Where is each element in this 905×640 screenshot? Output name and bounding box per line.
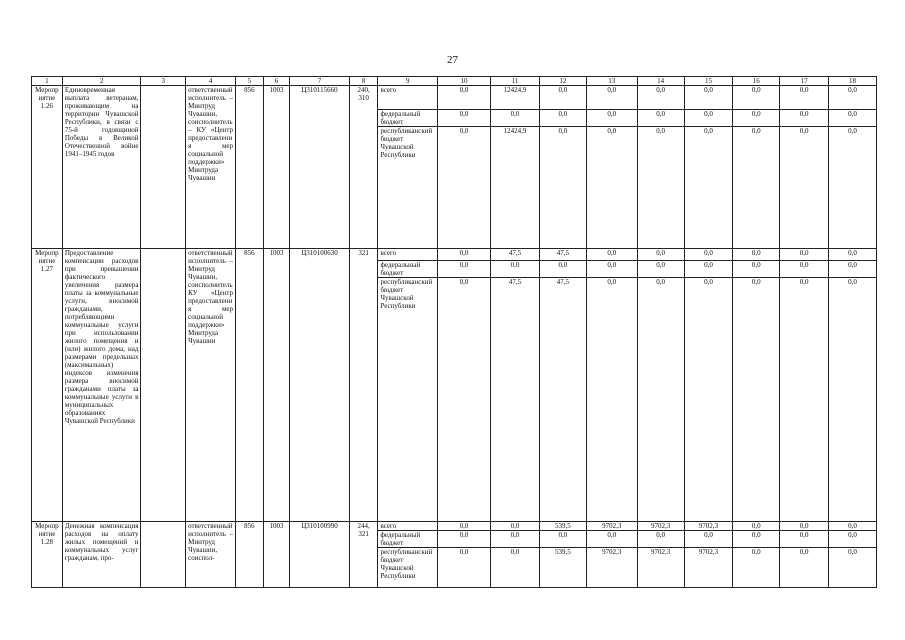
funding-value: 0,0	[733, 127, 780, 249]
col-header: 16	[733, 77, 780, 86]
funding-value: 0,0	[637, 261, 684, 278]
table-body	[32, 86, 877, 588]
funding-value: 0,0	[437, 110, 490, 127]
funding-value: 0,0	[780, 522, 829, 531]
funding-value: 0,0	[780, 278, 829, 522]
funding-value: 0,0	[733, 522, 780, 531]
funding-value: 0,0	[637, 249, 684, 261]
funding-value: 0,0	[586, 249, 637, 261]
measure-executor: ответственный исполнитель – Минтруд Чувашии, соисполнитель КУ «Центр предоставления мер социальной поддержки» Минтруда Чувашии	[186, 249, 236, 522]
funding-source: всего	[378, 249, 438, 261]
funding-value: 0,0	[684, 127, 733, 249]
funding-value: 0,0	[491, 522, 540, 531]
funding-value: 0,0	[637, 278, 684, 522]
funding-value: 0,0	[586, 278, 637, 522]
col-header: 4	[186, 77, 236, 86]
code-ministry: 856	[236, 249, 264, 522]
funding-value: 0,0	[829, 261, 877, 278]
funding-value: 47,5	[491, 249, 540, 261]
measure-program	[141, 522, 186, 588]
funding-value: 0,0	[637, 110, 684, 127]
funding-value: 0,0	[829, 531, 877, 548]
measure-name: Мероприятие 1.27	[32, 249, 63, 522]
col-header: 7	[290, 77, 350, 86]
funding-value: 0,0	[437, 522, 490, 531]
funding-value: 0,0	[491, 548, 540, 588]
funding-value: 0,0	[437, 249, 490, 261]
funding-value: 0,0	[437, 548, 490, 588]
col-header: 17	[780, 77, 829, 86]
funding-value: 0,0	[733, 278, 780, 522]
funding-value: 0,0	[780, 261, 829, 278]
measure-executor: ответственный исполнитель – Минтруд Чувашии, соисполнитель – КУ «Центр предоставления мер социальной поддержки» Минтруда Чувашии	[186, 86, 236, 249]
code-expense: 240, 310	[349, 86, 378, 249]
funding-value: 0,0	[539, 86, 586, 110]
funding-value: 0,0	[637, 127, 684, 249]
funding-value: 0,0	[829, 522, 877, 531]
funding-value: 0,0	[437, 531, 490, 548]
funding-value: 0,0	[829, 249, 877, 261]
col-header: 13	[586, 77, 637, 86]
col-header: 12	[539, 77, 586, 86]
funding-value: 0,0	[829, 127, 877, 249]
funding-value: 0,0	[491, 110, 540, 127]
col-header: 11	[491, 77, 540, 86]
funding-value: 0,0	[733, 110, 780, 127]
code-section: 1003	[263, 249, 290, 522]
funding-value: 0,0	[586, 110, 637, 127]
funding-value: 9702,3	[586, 522, 637, 531]
funding-value: 539,5	[539, 522, 586, 531]
funding-value: 0,0	[733, 86, 780, 110]
code-target: Ц310100990	[290, 522, 350, 588]
funding-value: 0,0	[780, 249, 829, 261]
funding-value: 0,0	[586, 127, 637, 249]
funding-value: 0,0	[684, 86, 733, 110]
funding-value: 0,0	[780, 127, 829, 249]
funding-value: 0,0	[491, 261, 540, 278]
funding-value: 0,0	[637, 86, 684, 110]
funding-source: всего	[378, 86, 438, 110]
funding-source: федеральный бюджет	[378, 110, 438, 127]
col-header: 2	[62, 77, 141, 86]
funding-value: 9702,3	[637, 522, 684, 531]
funding-source: республиканский бюджет Чувашской Республики	[378, 548, 438, 588]
table-row	[32, 522, 877, 531]
funding-source: республиканский бюджет Чувашской Республики	[378, 127, 438, 249]
funding-value: 0,0	[733, 531, 780, 548]
code-expense: 244, 321	[349, 522, 378, 588]
funding-value: 0,0	[733, 249, 780, 261]
measure-description: Денежная компенсация расходов на оплату жилых помещений и коммунальных услуг гражданам, про-	[62, 522, 141, 588]
funding-value: 47,5	[539, 278, 586, 522]
funding-value: 0,0	[780, 548, 829, 588]
funding-value: 12424,9	[491, 86, 540, 110]
funding-value: 12424,9	[491, 127, 540, 249]
funding-value: 0,0	[539, 261, 586, 278]
funding-value: 0,0	[637, 531, 684, 548]
funding-value: 0,0	[780, 86, 829, 110]
code-ministry: 856	[236, 86, 264, 249]
funding-source: федеральный бюджет	[378, 531, 438, 548]
funding-value: 0,0	[586, 531, 637, 548]
funding-value: 0,0	[733, 261, 780, 278]
funding-value: 0,0	[829, 86, 877, 110]
measure-name: Мероприятие 1.28	[32, 522, 63, 588]
col-header: 14	[637, 77, 684, 86]
measure-program	[141, 86, 186, 249]
funding-source: республиканский бюджет Чувашской Республики	[378, 278, 438, 522]
code-section: 1003	[263, 522, 290, 588]
code-section: 1003	[263, 86, 290, 249]
funding-value: 0,0	[829, 110, 877, 127]
code-expense: 321	[349, 249, 378, 522]
measure-name: Мероприятие 1.26	[32, 86, 63, 249]
funding-value: 0,0	[586, 261, 637, 278]
funding-value: 0,0	[829, 548, 877, 588]
funding-value: 0,0	[684, 531, 733, 548]
col-header: 8	[349, 77, 378, 86]
funding-value: 0,0	[586, 86, 637, 110]
col-header: 3	[141, 77, 186, 86]
measure-description: Предоставление компенсации расходов при превышении фактического увеличения размера платы за коммунальные услуги, вносимой гражданами, потребляющими коммунальные услуги при использовании жилого помещения и (или) жилого дома, над размерами предельных (максимальных) индексов изменения размера вносимой гражданами платы за коммунальные услуги в муниципальных образованиях Чувашской Республики	[62, 249, 141, 522]
col-header: 6	[263, 77, 290, 86]
col-header: 18	[829, 77, 877, 86]
funding-value: 0,0	[437, 127, 490, 249]
funding-value: 0,0	[684, 261, 733, 278]
funding-value: 0,0	[780, 110, 829, 127]
funding-source: федеральный бюджет	[378, 261, 438, 278]
funding-value: 0,0	[437, 261, 490, 278]
funding-value: 539,5	[539, 548, 586, 588]
code-target: Ц310115660	[290, 86, 350, 249]
col-header: 10	[437, 77, 490, 86]
funding-value: 9702,3	[684, 522, 733, 531]
funding-value: 0,0	[829, 278, 877, 522]
col-header: 1	[32, 77, 63, 86]
funding-value: 0,0	[780, 531, 829, 548]
funding-value: 47,5	[539, 249, 586, 261]
funding-value: 0,0	[539, 127, 586, 249]
code-target: Ц310100630	[290, 249, 350, 522]
funding-value: 0,0	[684, 249, 733, 261]
funding-value: 47,5	[491, 278, 540, 522]
col-header: 15	[684, 77, 733, 86]
measure-executor: ответственный исполнитель – Минтруд Чувашии, соиспол-	[186, 522, 236, 588]
funding-value: 0,0	[684, 110, 733, 127]
page-number: 27	[447, 54, 458, 66]
funding-value: 0,0	[437, 86, 490, 110]
table-row	[32, 86, 877, 110]
table-row	[32, 249, 877, 261]
measure-program	[141, 249, 186, 522]
header-row	[32, 77, 877, 86]
funding-value: 9702,3	[637, 548, 684, 588]
funding-value: 9702,3	[586, 548, 637, 588]
program-table	[31, 76, 877, 588]
funding-value: 0,0	[684, 278, 733, 522]
funding-value: 0,0	[437, 278, 490, 522]
col-header: 9	[378, 77, 438, 86]
funding-value: 0,0	[491, 531, 540, 548]
funding-value: 0,0	[539, 531, 586, 548]
funding-value: 9702,3	[684, 548, 733, 588]
measure-description: Единовременная выплата ветеранам, проживающим на территории Чувашской Республики, в связи с 75-й годовщиной Победы в Великой Отечественной войне 1941–1945 годов	[62, 86, 141, 249]
col-header: 5	[236, 77, 264, 86]
funding-source: всего	[378, 522, 438, 531]
funding-value: 0,0	[539, 110, 586, 127]
code-ministry: 856	[236, 522, 264, 588]
funding-value: 0,0	[733, 548, 780, 588]
